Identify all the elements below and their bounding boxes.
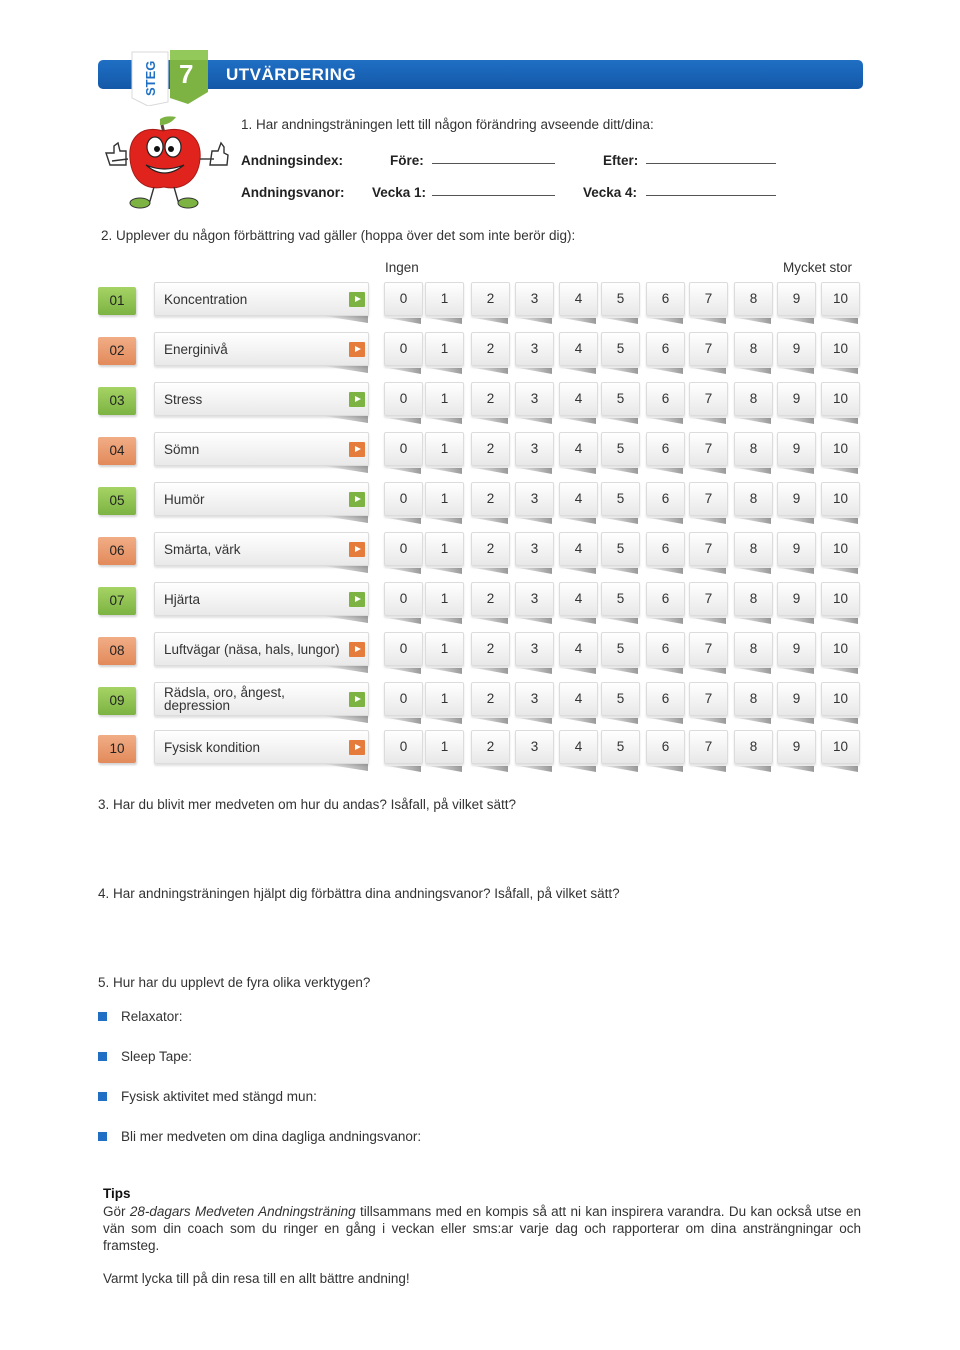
label-shadow	[323, 764, 368, 771]
score-option-3[interactable]: 3	[515, 432, 554, 466]
score-option-0[interactable]: 0	[384, 432, 423, 466]
breathing-index-label: Andningsindex:	[241, 153, 343, 168]
score-option-1[interactable]: 1	[425, 282, 464, 316]
item-number-badge: 09	[98, 687, 136, 715]
score-option-6[interactable]: 6	[646, 432, 685, 466]
score-option-7[interactable]: 7	[689, 582, 728, 616]
before-label: Före:	[390, 153, 424, 168]
score-option-6[interactable]: 6	[646, 332, 685, 366]
label-shadow	[323, 516, 368, 523]
item-label: Stress	[164, 391, 203, 407]
score-option-5[interactable]: 5	[601, 382, 640, 416]
steg-badge-icon	[128, 48, 210, 106]
play-arrow-icon	[349, 342, 365, 357]
item-label: Fysisk kondition	[164, 739, 261, 755]
rating-row	[98, 682, 863, 724]
score-option-8[interactable]: 8	[734, 382, 773, 416]
score-option-2[interactable]: 2	[471, 482, 510, 516]
tips-heading: Tips	[103, 1186, 131, 1201]
week-4-answer-line[interactable]	[646, 195, 776, 196]
label-shadow	[323, 416, 368, 423]
item-label: Rädsla, oro, ångest, depression	[164, 685, 285, 713]
score-option-6[interactable]: 6	[646, 482, 685, 516]
score-option-5[interactable]: 5	[601, 432, 640, 466]
score-option-10[interactable]: 10	[821, 582, 860, 616]
label-shadow	[323, 316, 368, 323]
item-label-box	[154, 382, 369, 416]
item-number-badge: 10	[98, 735, 136, 763]
scale-high-label: Mycket stor	[783, 260, 853, 275]
after-answer-line[interactable]	[646, 163, 776, 164]
score-option-1[interactable]: 1	[425, 432, 464, 466]
item-label-box	[154, 482, 369, 516]
closing-sentence: Varmt lycka till på din resa till en allt bättre andning!	[103, 1271, 410, 1286]
score-option-8[interactable]: 8	[734, 582, 773, 616]
score-option-4[interactable]: 4	[559, 382, 598, 416]
score-option-7[interactable]: 7	[689, 730, 728, 764]
score-option-4[interactable]: 4	[559, 582, 598, 616]
item-label-box	[154, 730, 369, 764]
play-arrow-icon	[349, 642, 365, 657]
tips-paragraph	[103, 1203, 861, 1254]
question-1-text: 1. Har andningsträningen lett till någon förändring avseende ditt/dina:	[241, 117, 654, 132]
score-option-2[interactable]: 2	[471, 532, 510, 566]
question-2-text: 2. Upplever du någon förbättring vad gäller (hoppa över det som inte berör dig):	[101, 228, 576, 243]
score-option-10[interactable]: 10	[821, 730, 860, 764]
item-label-box	[154, 632, 369, 666]
before-answer-line[interactable]	[432, 163, 555, 164]
score-option-4[interactable]: 4	[559, 632, 598, 666]
score-option-2[interactable]: 2	[471, 582, 510, 616]
item-label: Humör	[164, 491, 205, 507]
score-option-6[interactable]: 6	[646, 382, 685, 416]
score-option-10[interactable]: 10	[821, 382, 860, 416]
score-option-2[interactable]: 2	[471, 432, 510, 466]
item-label-box	[154, 332, 369, 366]
score-option-1[interactable]: 1	[425, 532, 464, 566]
score-option-5[interactable]: 5	[601, 730, 640, 764]
score-option-9[interactable]: 9	[777, 282, 816, 316]
score-option-3[interactable]: 3	[515, 482, 554, 516]
score-option-1[interactable]: 1	[425, 382, 464, 416]
score-option-10[interactable]: 10	[821, 682, 860, 716]
score-option-10[interactable]: 10	[821, 482, 860, 516]
score-option-9[interactable]: 9	[777, 382, 816, 416]
score-option-8[interactable]: 8	[734, 482, 773, 516]
question-3-text: 3. Har du blivit mer medveten om hur du andas? Isåfall, på vilket sätt?	[98, 797, 516, 812]
play-arrow-icon	[349, 292, 365, 307]
tips-program-name: 28-dagars Medveten Andningsträning	[129, 1204, 356, 1219]
square-bullet-icon	[98, 1012, 107, 1021]
rating-row	[98, 482, 863, 524]
score-option-6[interactable]: 6	[646, 730, 685, 764]
score-option-3[interactable]: 3	[515, 282, 554, 316]
score-option-2[interactable]: 2	[471, 682, 510, 716]
score-option-10[interactable]: 10	[821, 632, 860, 666]
score-option-2[interactable]: 2	[471, 282, 510, 316]
item-label-box	[154, 582, 369, 616]
score-option-3[interactable]: 3	[515, 632, 554, 666]
score-option-6[interactable]: 6	[646, 282, 685, 316]
label-shadow	[323, 466, 368, 473]
badge-word: STEG	[143, 60, 158, 96]
score-option-8[interactable]: 8	[734, 682, 773, 716]
play-arrow-icon	[349, 592, 365, 607]
play-arrow-icon	[349, 542, 365, 557]
score-option-0[interactable]: 0	[384, 532, 423, 566]
score-option-3[interactable]: 3	[515, 730, 554, 764]
item-label: Smärta, värk	[164, 541, 241, 557]
score-option-2[interactable]: 2	[471, 632, 510, 666]
score-option-9[interactable]: 9	[777, 432, 816, 466]
apple-mascot-icon	[100, 115, 230, 210]
score-option-8[interactable]: 8	[734, 432, 773, 466]
score-option-1[interactable]: 1	[425, 582, 464, 616]
tool-sleep-tape-label: Sleep Tape:	[121, 1049, 193, 1064]
score-option-7[interactable]: 7	[689, 382, 728, 416]
score-option-7[interactable]: 7	[689, 632, 728, 666]
score-option-1[interactable]: 1	[425, 682, 464, 716]
score-option-5[interactable]: 5	[601, 682, 640, 716]
score-option-2[interactable]: 2	[471, 332, 510, 366]
item-label-box	[154, 282, 369, 316]
score-option-6[interactable]: 6	[646, 682, 685, 716]
score-option-9[interactable]: 9	[777, 682, 816, 716]
score-option-5[interactable]: 5	[601, 282, 640, 316]
play-arrow-icon	[349, 692, 365, 707]
page-title: UTVÄRDERING	[226, 65, 357, 84]
score-option-4[interactable]: 4	[559, 332, 598, 366]
square-bullet-icon	[98, 1052, 107, 1061]
score-option-3[interactable]: 3	[515, 382, 554, 416]
label-shadow	[323, 716, 368, 723]
rating-row	[98, 282, 863, 324]
item-label: Sömn	[164, 441, 200, 457]
score-option-10[interactable]: 10	[821, 332, 860, 366]
score-option-7[interactable]: 7	[689, 282, 728, 316]
item-label-box	[154, 432, 369, 466]
score-option-9[interactable]: 9	[777, 332, 816, 366]
tool-physical-activity-label: Fysisk aktivitet med stängd mun:	[121, 1089, 317, 1104]
score-option-4[interactable]: 4	[559, 730, 598, 764]
tool-awareness-label: Bli mer medveten om dina dagliga andningsvanor:	[121, 1129, 422, 1144]
tool-relaxator-label: Relaxator:	[121, 1009, 183, 1024]
tips-prefix: Gör	[103, 1204, 130, 1219]
score-option-3[interactable]: 3	[515, 332, 554, 366]
score-option-9[interactable]: 9	[777, 482, 816, 516]
score-option-1[interactable]: 1	[425, 482, 464, 516]
score-option-9[interactable]: 9	[777, 730, 816, 764]
score-option-8[interactable]: 8	[734, 532, 773, 566]
score-option-9[interactable]: 9	[777, 582, 816, 616]
score-option-0[interactable]: 0	[384, 682, 423, 716]
score-option-7[interactable]: 7	[689, 432, 728, 466]
score-option-0[interactable]: 0	[384, 582, 423, 616]
score-option-6[interactable]: 6	[646, 632, 685, 666]
score-option-0[interactable]: 0	[384, 482, 423, 516]
label-shadow	[323, 666, 368, 673]
label-shadow	[323, 616, 368, 623]
score-option-9[interactable]: 9	[777, 632, 816, 666]
item-label: Luftvägar (näsa, hals, lungor)	[164, 641, 340, 657]
question-4-text: 4. Har andningsträningen hjälpt dig förbättra dina andningsvanor? Isåfall, på vilket sätt?	[98, 886, 620, 901]
score-option-7[interactable]: 7	[689, 682, 728, 716]
score-option-0[interactable]: 0	[384, 632, 423, 666]
item-number-badge: 03	[98, 387, 136, 415]
item-number-badge: 08	[98, 637, 136, 665]
play-arrow-icon	[349, 442, 365, 457]
item-number-badge: 05	[98, 487, 136, 515]
item-label: Hjärta	[164, 591, 201, 607]
score-option-10[interactable]: 10	[821, 282, 860, 316]
week-1-answer-line[interactable]	[432, 195, 555, 196]
week-1-label: Vecka 1:	[372, 185, 427, 200]
rating-row	[98, 332, 863, 374]
score-option-0[interactable]: 0	[384, 332, 423, 366]
after-label: Efter:	[603, 153, 639, 168]
score-option-8[interactable]: 8	[734, 282, 773, 316]
score-option-4[interactable]: 4	[559, 432, 598, 466]
score-option-5[interactable]: 5	[601, 482, 640, 516]
label-shadow	[323, 366, 368, 373]
rating-row	[98, 582, 863, 624]
play-arrow-icon	[349, 492, 365, 507]
item-label: Energinivå	[164, 341, 228, 357]
rating-row	[98, 432, 863, 474]
score-option-10[interactable]: 10	[821, 432, 860, 466]
score-option-8[interactable]: 8	[734, 730, 773, 764]
score-option-1[interactable]: 1	[425, 632, 464, 666]
score-option-10[interactable]: 10	[821, 532, 860, 566]
score-option-0[interactable]: 0	[384, 282, 423, 316]
score-option-4[interactable]: 4	[559, 532, 598, 566]
item-label-box	[154, 532, 369, 566]
score-option-7[interactable]: 7	[689, 482, 728, 516]
breathing-habits-label: Andningsvanor:	[241, 185, 345, 200]
score-option-0[interactable]: 0	[384, 382, 423, 416]
play-arrow-icon	[349, 392, 365, 407]
tips-body: tillsammans med en kompis så att ni kan inspirera varandra. Du kan också utse en vän som din coach som du ringer en gång i veckan eller sms:ar varje dag och rapporterar om dina ansträngningar och framsteg.	[103, 1204, 862, 1253]
score-option-2[interactable]: 2	[471, 382, 510, 416]
section-header-bar	[98, 60, 863, 89]
rating-row	[98, 632, 863, 674]
score-option-4[interactable]: 4	[559, 482, 598, 516]
label-shadow	[323, 566, 368, 573]
score-option-0[interactable]: 0	[384, 730, 423, 764]
item-number-badge: 02	[98, 337, 136, 365]
score-option-6[interactable]: 6	[646, 582, 685, 616]
score-option-5[interactable]: 5	[601, 532, 640, 566]
square-bullet-icon	[98, 1092, 107, 1101]
score-option-4[interactable]: 4	[559, 282, 598, 316]
rating-row	[98, 532, 863, 574]
score-option-3[interactable]: 3	[515, 582, 554, 616]
badge-number: 7	[179, 59, 194, 89]
score-option-3[interactable]: 3	[515, 532, 554, 566]
score-option-3[interactable]: 3	[515, 682, 554, 716]
score-option-9[interactable]: 9	[777, 532, 816, 566]
item-number-badge: 01	[98, 287, 136, 315]
score-option-8[interactable]: 8	[734, 632, 773, 666]
score-option-1[interactable]: 1	[425, 332, 464, 366]
rating-row	[98, 382, 863, 424]
score-option-4[interactable]: 4	[559, 682, 598, 716]
score-option-5[interactable]: 5	[601, 632, 640, 666]
square-bullet-icon	[98, 1132, 107, 1141]
item-label: Koncentration	[164, 291, 248, 307]
rating-row	[98, 730, 863, 772]
score-option-7[interactable]: 7	[689, 332, 728, 366]
score-option-8[interactable]: 8	[734, 332, 773, 366]
score-option-6[interactable]: 6	[646, 532, 685, 566]
play-arrow-icon	[349, 740, 365, 755]
score-option-2[interactable]: 2	[471, 730, 510, 764]
score-option-7[interactable]: 7	[689, 532, 728, 566]
item-number-badge: 06	[98, 537, 136, 565]
scale-low-label: Ingen	[385, 260, 419, 275]
score-option-5[interactable]: 5	[601, 332, 640, 366]
week-4-label: Vecka 4:	[583, 185, 638, 200]
question-5-text: 5. Hur har du upplevt de fyra olika verktygen?	[98, 975, 371, 990]
item-label-box	[154, 682, 369, 716]
item-number-badge: 04	[98, 437, 136, 465]
item-number-badge: 07	[98, 587, 136, 615]
score-option-5[interactable]: 5	[601, 582, 640, 616]
score-option-1[interactable]: 1	[425, 730, 464, 764]
